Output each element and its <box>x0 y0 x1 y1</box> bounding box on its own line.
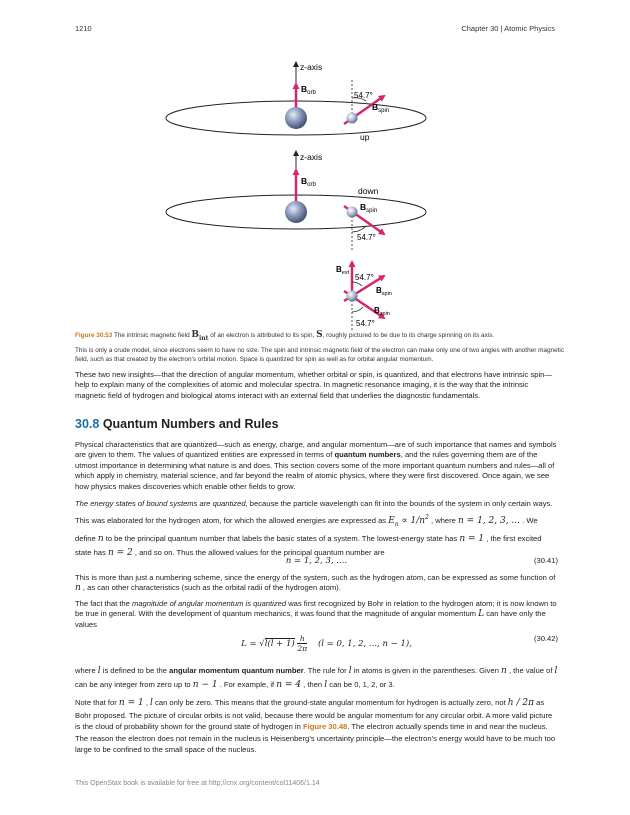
angle-arc <box>352 307 363 312</box>
electron <box>347 291 358 302</box>
paragraph-angular-momentum: The fact that the magnitude of angular momentum is quantized was first recognized by Bohr in relation to the hydrogen atom; it is now known to be true in general. With the development of quantum mechanics, it was found that the magnitude of angular momentum L can have only the values <box>75 598 557 629</box>
state-label: down <box>358 186 379 196</box>
angle-label-top: 54.7° <box>355 273 374 282</box>
b-spin-up-label: $B_{spin}$ <box>376 286 392 297</box>
b-spin-down-label: $B_{spin}$ <box>374 306 390 317</box>
angle-label-bottom: 54.7° <box>356 319 375 328</box>
page-number: 1210 <box>75 24 92 33</box>
section-body-2 <box>75 573 558 635</box>
intro-paragraph: These two new insights—that the direction of angular momentum, whether orbital or spin, is quantized, and that electrons have intrinsic spin—help to explain many of the complexities of atomic and molecular spectra. In magnetic resonance imaging, it is the way that the intrinsic magnetic field of hydrogen and biological atoms interact with an external field that underlies the diagnostic fundamentals. <box>75 370 552 400</box>
electron <box>347 113 358 124</box>
nucleus <box>285 107 307 129</box>
footer-note: This OpenStax book is available for free at http://cnx.org/content/col11406/1.14 <box>75 780 320 787</box>
angle-label: 54.7° <box>357 233 376 242</box>
state-label: up <box>360 132 370 142</box>
spin-figure <box>0 0 630 330</box>
equation-30-42: L = √l(l + 1) $\frac{h}{2\pi}$ (l = 0, 1, 2, ..., n − 1), (30.42) <box>241 634 558 653</box>
panel-spin-up <box>166 62 426 142</box>
electron <box>347 207 358 218</box>
panel-external-field <box>336 262 392 330</box>
panel-spin-down <box>166 152 426 250</box>
nucleus <box>285 201 307 223</box>
b-orb-label: $B_{orb}$ <box>301 84 316 96</box>
paragraph-energy-states: The energy states of bound systems are quantized, because the particle wavelength can fit into the bounds of the system in only certain ways. This was elaborated for the hydrogen atom, for which the allowed energies are expressed as $E_n \propto 1/n^2$ , where n = 1, 2, 3, ... . We define n to be the principal quantum number that labels the basic states of a system. The lowest-energy state has n = 1 , the first excited state has n = 2 , and so on. Thus the allowed values for the principal quantum number are <box>75 499 553 559</box>
section-body-3 <box>75 664 558 761</box>
b-ext-label: $B_{ext}$ <box>336 265 350 276</box>
b-orb-label: $B_{orb}$ <box>301 176 316 188</box>
section-body <box>75 440 558 566</box>
z-axis-label: z-axis <box>300 62 323 72</box>
angle-arc <box>352 282 362 286</box>
paragraph-ground-state: Note that for n = 1 , l can only be zero. This means that the ground-state angular momentum for hydrogen is actually zero, not h / 2π as Bohr proposed. The picture of circular orbits is not valid, because there would be angular momentum for any circular orbit. A more valid picture is the cloud of probability shown for the ground state of hydrogen in Figure 30.48. The electron actually spends time in and near the nucleus. The reason the electron does not remain in the nucleus is Heisenberg’s uncertainty principle—the electron’s energy would have to be much too large to be confined to the small space of the nucleus. <box>75 698 556 755</box>
figure-30-48-link[interactable]: Figure 30.48 <box>302 722 348 732</box>
paragraph-angular-quantum-number: where l is defined to be the angular momentum quantum number. The rule for l in atoms is given in the parentheses. Given n , the value of l can be any integer from zero up to n − 1 . For example, if n = 4 , then l can be 0, 1, 2, or 3. <box>75 666 558 691</box>
b-spin-label: $B_{spin}$ <box>360 202 378 214</box>
section-heading: 30.8 Quantum Numbers and Rules <box>75 417 279 431</box>
b-spin-label: $B_{spin}$ <box>372 102 390 114</box>
paragraph-numbering-scheme: This is more than just a numbering scheme, since the energy of the system, such as the hydrogen atom, can be expressed as some function of n , as can other characteristics (such as the orbital radii of the hydrogen atom). <box>75 573 556 594</box>
angle-label: 54.7° <box>354 91 373 100</box>
z-axis-label: z-axis <box>300 152 323 162</box>
figure-label: Figure 30.53 <box>75 332 113 339</box>
equation-30-41: n = 1, 2, 3, .... (30.41) <box>285 556 558 566</box>
chapter-header: Chapter 30 | Atomic Physics <box>461 24 555 33</box>
caption-explanation: This is only a crude model, since electrons seem to have no size. The spin and intrinsic magnetic field of the electron can make only one of two angles with another magnetic field, such as that created by the electron’s orbital motion. Space is quantized for spin as well as for orbital angular momentum. <box>75 346 565 364</box>
figure-caption: Figure 30.53 The intrinsic magnetic field $B_{int}$ of an electron is attributed to its spin, S, roughly pictured to be due to its charge spinning on its axis. This is only a crude model, since electrons seem to have no size. The spin and intrinsic magnetic field of the electron can make only one of two angles with another magnetic field, such as that created by the electron’s orbital motion. Space is quantized for spin as well as for orbital angular momentum. <box>75 330 565 364</box>
paragraph-quantum-numbers: Physical characteristics that are quantized—such as energy, charge, and angular momentum—are of such importance that names and symbols are given to them. The values of quantized entities are expressed in terms of quantum numbers, and the rules governing them are of the utmost importance in determining what nature is and does. This section covers some of the more important quantum numbers and rules—all of which apply in chemistry, material science, and far beyond the realm of atomic physics, where they were first discovered. Once again, we see how physics makes discoveries which enable other fields to grow. <box>75 440 557 491</box>
